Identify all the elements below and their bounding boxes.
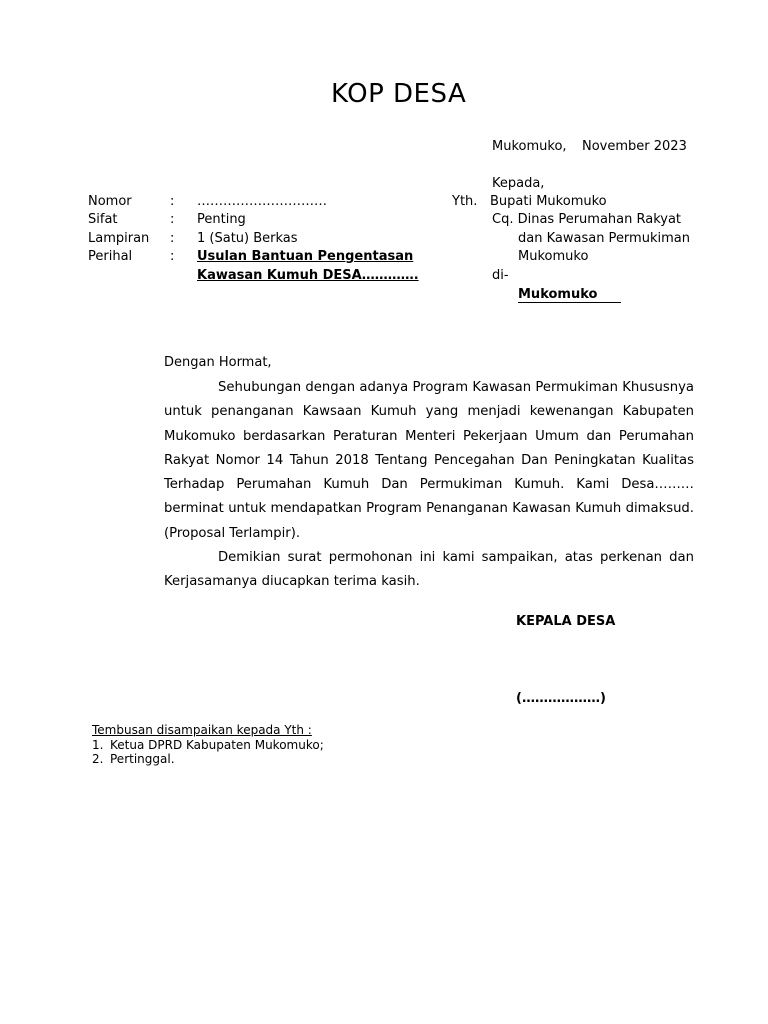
meta-value-perihal-line-2: Kawasan Kumuh DESA…………. xyxy=(197,268,419,283)
meta-colon: : xyxy=(170,231,175,246)
meta-label-perihal: Perihal xyxy=(88,249,133,264)
addressee-line-3: dan Kawasan Permukiman xyxy=(518,231,690,246)
date: November 2023 xyxy=(582,139,687,154)
meta-value-perihal-line-1: Usulan Bantuan Pengentasan xyxy=(197,249,414,264)
meta-value-nomor: ………………………… xyxy=(197,194,327,209)
signature-name: (………………) xyxy=(516,691,606,706)
signature-title: KEPALA DESA xyxy=(516,614,616,629)
salutation: Dengan Hormat, xyxy=(164,355,272,370)
tembusan-item-number: 2. xyxy=(92,752,104,766)
place: Mukomuko, xyxy=(492,139,567,154)
meta-value-sifat: Penting xyxy=(197,212,246,227)
tembusan-item-number: 1. xyxy=(92,738,104,752)
addressee-di: di- xyxy=(492,268,509,283)
meta-value-lampiran: 1 (Satu) Berkas xyxy=(197,231,298,246)
meta-label-lampiran: Lampiran xyxy=(88,231,150,246)
meta-colon: : xyxy=(170,249,175,264)
tembusan-item: Pertinggal. xyxy=(110,752,175,766)
tembusan-item: Ketua DPRD Kabupaten Mukomuko; xyxy=(110,738,324,752)
meta-label-sifat: Sifat xyxy=(88,212,118,227)
addressee-yth: Yth. xyxy=(452,194,478,209)
tembusan-heading: Tembusan disampaikan kepada Yth : xyxy=(92,723,312,737)
addressee-line-1: Bupati Mukomuko xyxy=(490,194,607,209)
body-paragraph-2: Demikian surat permohonan ini kami sampaikan, atas perkenan dan Kerjasamanya diucapkan terima kasih. xyxy=(164,550,694,590)
body-paragraph-1: Sehubungan dengan adanya Program Kawasan Permukiman Khususnya untuk penanganan Kawsaan Kumuh yang menjadi kewenangan Kabupaten Mukomuko berdasarkan Peraturan Menteri Pekerjaan Umum dan Perumahan Rakyat Nomor 14 Tahun 2018 Tentang Pencegahan Dan Peningkatan Kualitas Terhadap Perumahan Kumuh Dan Permukiman Kumuh. Kami Desa……… berminat untuk mendapatkan Program Penanganan Kawasan Kumuh dimaksud. (Proposal Terlampir). xyxy=(164,380,694,541)
addressee-city: Mukomuko xyxy=(518,287,621,303)
addressee-kepada: Kepada, xyxy=(492,176,545,191)
addressee-line-4: Mukomuko xyxy=(518,249,589,264)
meta-colon: : xyxy=(170,212,175,227)
meta-colon: : xyxy=(170,194,175,209)
meta-label-nomor: Nomor xyxy=(88,194,132,209)
addressee-line-2: Cq. Dinas Perumahan Rakyat xyxy=(492,212,682,227)
letterhead-title: KOP DESA xyxy=(331,79,467,109)
